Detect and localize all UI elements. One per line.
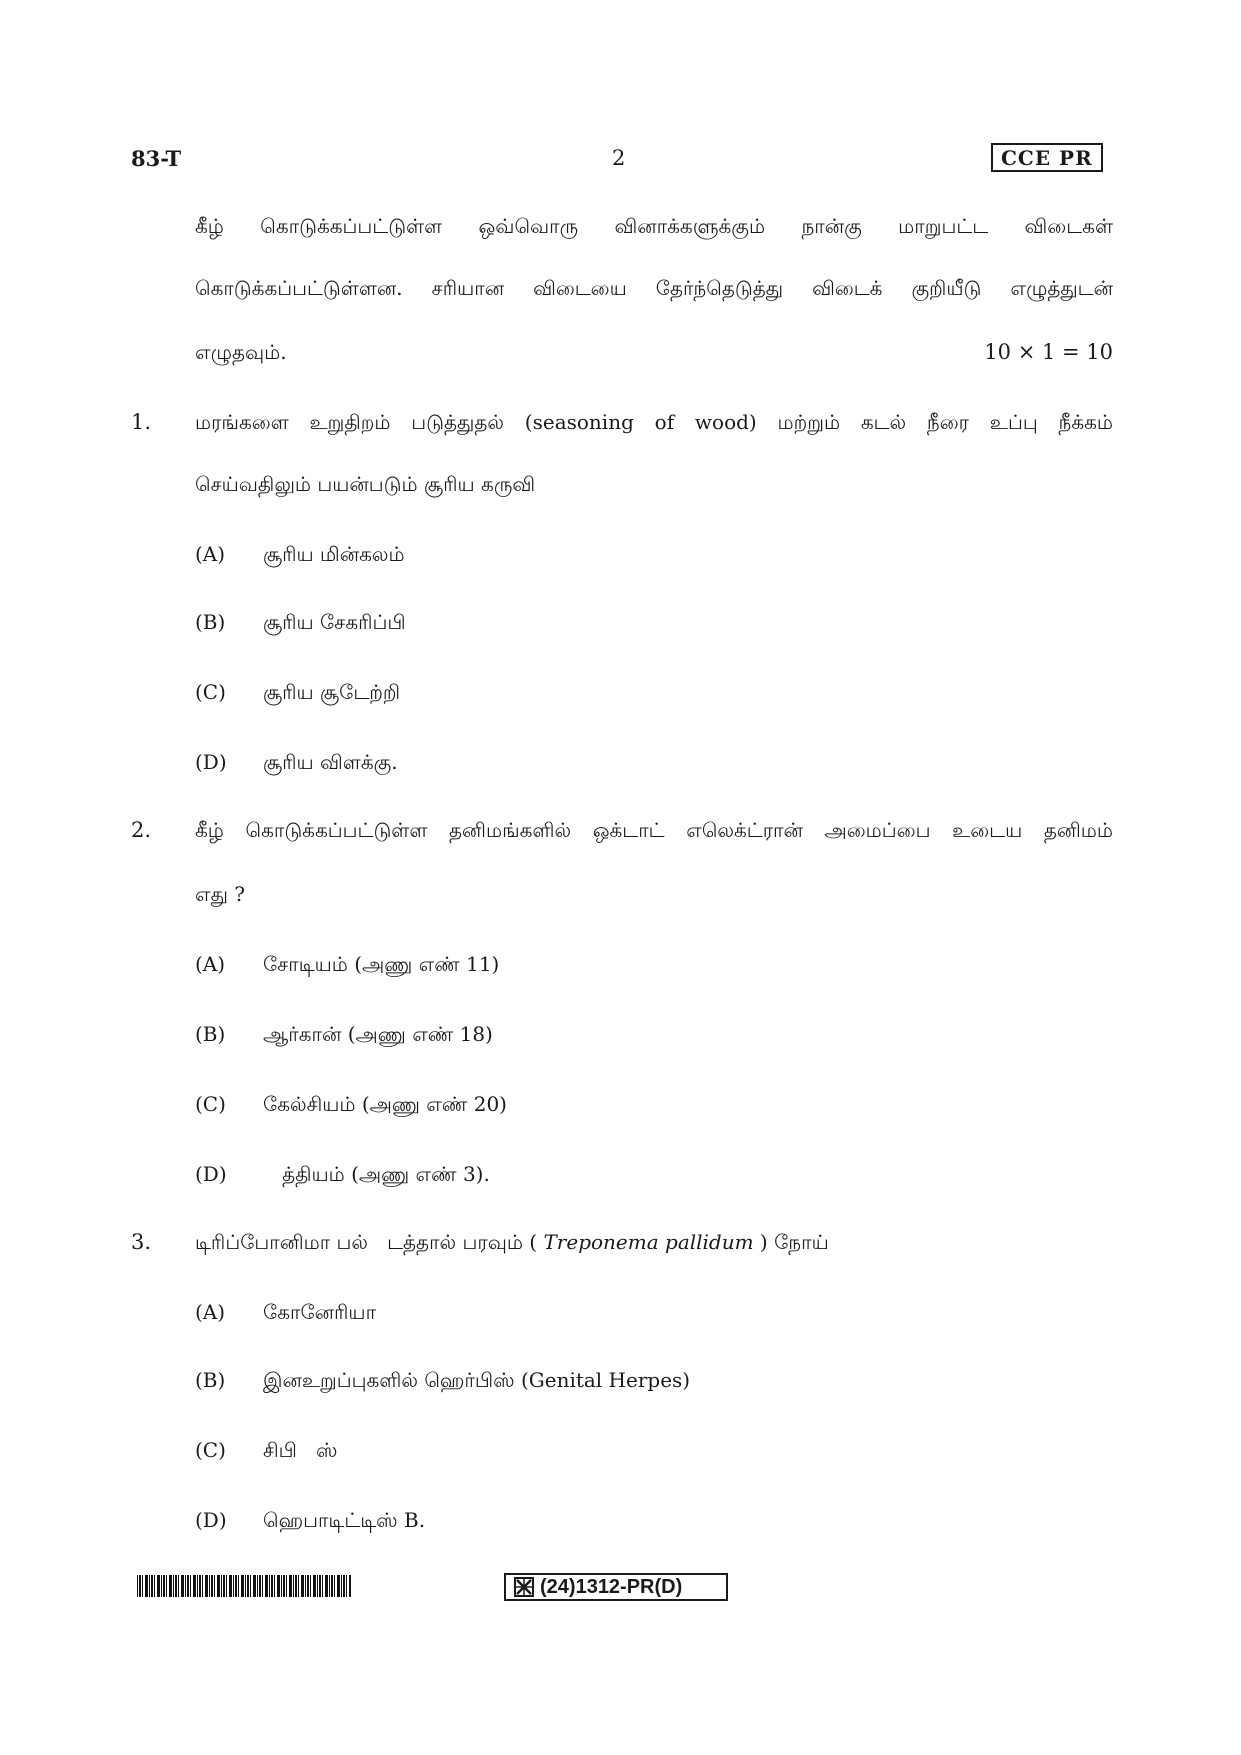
- question-2-text-line-1: கீழ் கொடுக்கப்பட்டுள்ள தனிமங்களில் ஒக்டாட் எலெக்ட்ரான் அமைப்பை உடைய தனிமம்: [195, 818, 1113, 842]
- q3-option-b-label: (B): [195, 1368, 226, 1392]
- q2-option-a-text: சோடியம் (அணு எண் 11): [263, 952, 500, 976]
- barcode: [137, 1575, 351, 1597]
- q3-option-c-label: (C): [195, 1438, 226, 1462]
- question-3-text-post: ) நோய்: [753, 1230, 829, 1254]
- q3-option-b-text: இனஉறுப்புகளில் ஹெர்பிஸ் (Genital Herpes): [263, 1368, 691, 1392]
- q2-option-d-label: (D): [195, 1162, 227, 1186]
- footer-code: (24)1312-PR(D): [540, 1575, 683, 1598]
- q2-option-c-text: கேல்சியம் (அணு எண் 20): [263, 1092, 507, 1116]
- q1-option-b-text: சூரிய சேகரிப்பி: [263, 610, 406, 634]
- q1-option-a-label: (A): [195, 542, 226, 566]
- series-box: CCE PR: [991, 143, 1103, 172]
- paper-code: 83-T: [131, 146, 182, 171]
- instruction-line-3: எழுதவும்.: [195, 340, 287, 364]
- page-number: 2: [612, 146, 626, 170]
- q2-option-b-label: (B): [195, 1022, 226, 1046]
- q1-option-d-label: (D): [195, 750, 227, 774]
- q2-option-b-text: ஆர்கான் (அணு எண் 18): [263, 1022, 493, 1046]
- instruction-line-1: கீழ் கொடுக்கப்பட்டுள்ள ஒவ்வொரு வினாக்களுக்கும் நான்கு மாறுபட்ட விடைகள்: [195, 214, 1113, 238]
- q3-option-d-text: ஹெபாடிட்டிஸ் B.: [263, 1508, 426, 1532]
- question-3-number: 3.: [131, 1230, 152, 1254]
- instruction-line-2: கொடுக்கப்பட்டுள்ளன. சரியான விடையை தேர்ந்தெடுத்து விடைக் குறியீடு எழுத்துடன்: [195, 276, 1113, 300]
- q3-option-a-text: கோனேரியா: [263, 1300, 377, 1324]
- question-1-text-line-1: மரங்களை உறுதிறம் படுத்துதல் (seasoning of wood) மற்றும் கடல் நீரை உப்பு நீக்கம்: [195, 410, 1113, 434]
- q2-option-d-text: த்தியம் (அணு எண் 3).: [263, 1162, 490, 1186]
- marks-allocation: 10 × 1 = 10: [984, 340, 1113, 364]
- question-2-text-line-2: எது ?: [195, 882, 246, 906]
- question-3-text-line-1: [195, 1228, 1113, 1256]
- q2-option-c-label: (C): [195, 1092, 226, 1116]
- q3-option-d-label: (D): [195, 1508, 227, 1532]
- question-1-text-line-2: செய்வதிலும் பயன்படும் சூரிய கருவி: [195, 472, 536, 496]
- q3-option-a-label: (A): [195, 1300, 226, 1324]
- question-3-text-pre: டிரிப்போனிமா பல் டத்தால் பரவும் (: [195, 1230, 544, 1254]
- q1-option-c-text: சூரிய சூடேற்றி: [263, 680, 401, 704]
- q1-option-c-label: (C): [195, 680, 226, 704]
- q3-option-c-text: சிபி ஸ்: [263, 1438, 338, 1462]
- q1-option-a-text: சூரிய மின்கலம்: [263, 542, 405, 566]
- question-1-number: 1.: [131, 410, 152, 434]
- q2-option-a-label: (A): [195, 952, 226, 976]
- crossed-box-icon: [514, 1577, 534, 1597]
- question-3-scientific-name: Treponema pallidum: [543, 1230, 754, 1254]
- q1-option-b-label: (B): [195, 610, 226, 634]
- footer-code-box: [504, 1573, 728, 1601]
- q1-option-d-text: சூரிய விளக்கு.: [263, 750, 398, 774]
- question-2-number: 2.: [131, 818, 152, 842]
